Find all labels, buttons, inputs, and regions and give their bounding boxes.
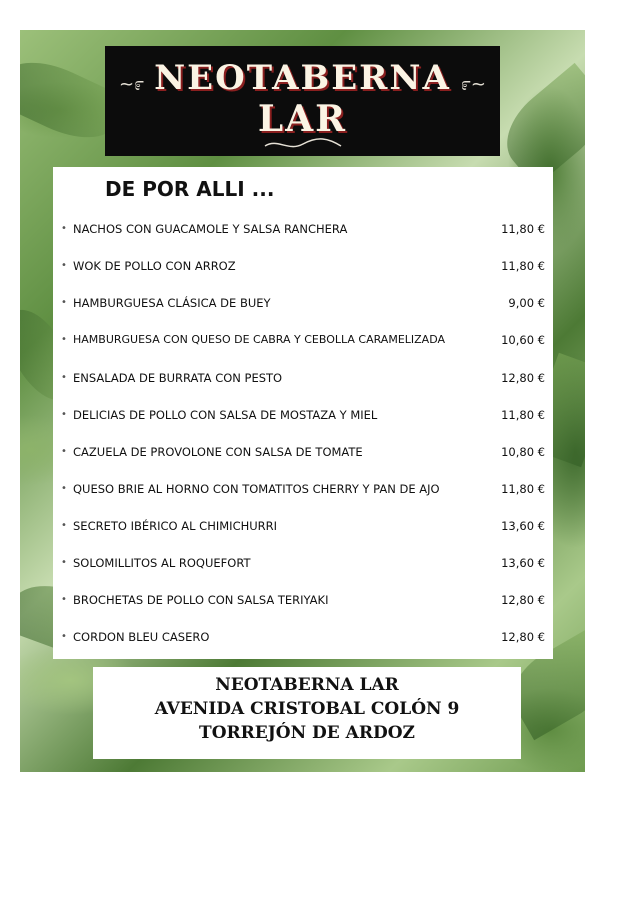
bullet-icon: • — [61, 260, 67, 271]
item-name: NACHOS CON GUACAMOLE Y SALSA RANCHERA — [73, 222, 348, 236]
menu-item — [61, 259, 545, 279]
item-name: CORDON BLEU CASERO — [73, 630, 210, 644]
item-name: DELICIAS DE POLLO CON SALSA DE MOSTAZA Y MIEL — [73, 408, 378, 422]
bullet-icon: • — [61, 223, 67, 234]
bullet-icon: • — [61, 520, 67, 531]
item-name: SOLOMILLITOS AL ROQUEFORT — [73, 556, 251, 570]
item-name: HAMBURGUESA CON QUESO DE CABRA Y CEBOLLA CARAMELIZADA — [73, 333, 446, 346]
item-name: QUESO BRIE AL HORNO CON TOMATITOS CHERRY Y PAN DE AJO — [73, 482, 440, 496]
item-price: 11,80 € — [501, 408, 545, 422]
menu-item — [61, 482, 545, 502]
item-price: 12,80 € — [501, 593, 545, 607]
item-price: 10,80 € — [501, 445, 545, 459]
menu-item — [61, 296, 545, 316]
menu-item — [61, 556, 545, 576]
bullet-icon: • — [61, 372, 67, 383]
item-name: SECRETO IBÉRICO AL CHIMICHURRI — [73, 519, 278, 533]
menu-item — [61, 371, 545, 391]
footer-street-address: AVENIDA CRISTOBAL COLÓN 9 — [154, 699, 460, 719]
item-price: 13,60 € — [501, 519, 545, 533]
item-price: 10,60 € — [501, 333, 545, 347]
menu-poster — [20, 30, 585, 772]
item-price: 12,80 € — [501, 371, 545, 385]
bullet-icon: • — [61, 594, 67, 605]
item-name: ENSALADA DE BURRATA CON PESTO — [73, 371, 283, 385]
item-price: 11,80 € — [501, 482, 545, 496]
menu-item — [61, 333, 545, 353]
squiggle-ornament — [263, 138, 343, 150]
item-price: 12,80 € — [501, 630, 545, 644]
restaurant-name-line1: NEOTABERNA — [154, 58, 451, 98]
bullet-icon: • — [61, 334, 67, 345]
menu-item — [61, 408, 545, 428]
bullet-icon: • — [61, 446, 67, 457]
item-name: WOK DE POLLO CON ARROZ — [73, 259, 236, 273]
menu-item — [61, 222, 545, 242]
bullet-icon: • — [61, 297, 67, 308]
bullet-icon: • — [61, 631, 67, 642]
menu-panel — [53, 167, 553, 659]
title-banner — [105, 46, 500, 156]
bullet-icon: • — [61, 557, 67, 568]
restaurant-name-line2: LAR — [257, 98, 348, 140]
bullet-icon: • — [61, 483, 67, 494]
item-price: 11,80 € — [501, 222, 545, 236]
address-footer — [93, 667, 521, 759]
footer-restaurant-name: NEOTABERNA LAR — [215, 675, 399, 695]
item-name: HAMBURGUESA CLÁSICA DE BUEY — [73, 296, 271, 310]
footer-city: TORREJÓN DE ARDOZ — [199, 723, 415, 743]
item-name: BROCHETAS DE POLLO CON SALSA TERIYAKI — [73, 593, 329, 607]
menu-item — [61, 519, 545, 539]
flourish-ornament: ೯~ — [460, 74, 486, 95]
bullet-icon: • — [61, 409, 67, 420]
section-title: DE POR ALLI ... — [105, 177, 275, 201]
menu-item — [61, 630, 545, 650]
item-name: CAZUELA DE PROVOLONE CON SALSA DE TOMATE — [73, 445, 363, 459]
item-price: 11,80 € — [501, 259, 545, 273]
flourish-ornament: ~೯ — [119, 74, 145, 95]
item-price: 9,00 € — [508, 296, 545, 310]
item-price: 13,60 € — [501, 556, 545, 570]
menu-item — [61, 593, 545, 613]
menu-item — [61, 445, 545, 465]
